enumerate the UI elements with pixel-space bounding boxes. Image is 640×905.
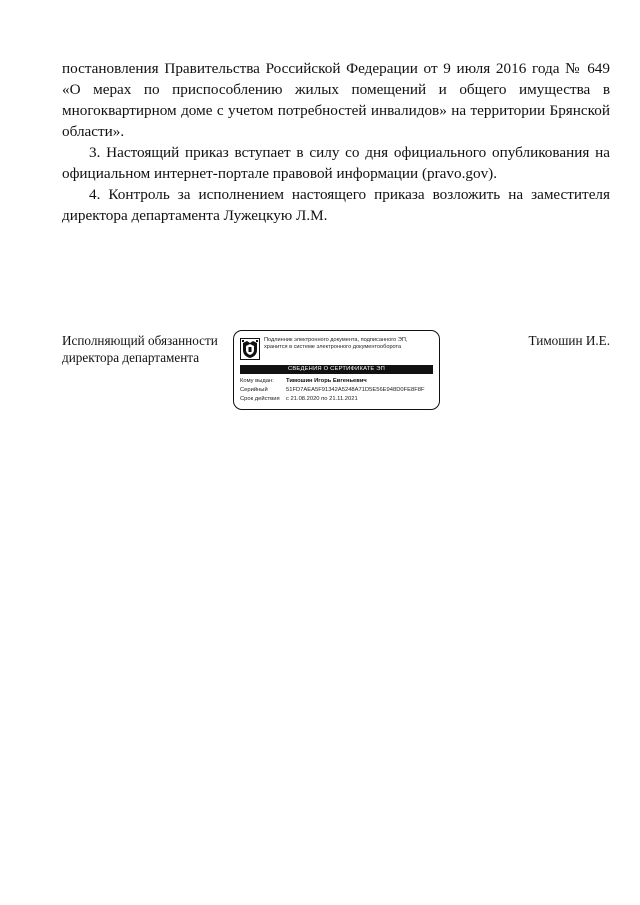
electronic-signature-stamp [233, 330, 440, 410]
stamp-header-line2: хранится в системе электронного документооборота [264, 344, 402, 350]
signatory-name: Тимошин И.Е. [528, 333, 610, 348]
stamp-header-line1: Подлинник электронного документа, подписанного ЭП, [264, 337, 408, 343]
stamp-owner-row [240, 377, 367, 385]
stamp-serial-label: Серийный [240, 387, 268, 393]
paragraph-continuation: постановления Правительства Российской Федерации от 9 июля 2016 года № 649 «О мерах по приспособлению жилых помещений и общего имущества в многоквартирном доме с учетом потребностей инвалидов» на территории Брянской области». [62, 60, 610, 140]
signatory-position-line2: директора департамента [62, 350, 200, 365]
stamp-header [264, 337, 436, 351]
signatory-position-line1: Исполняющий обязанности [62, 333, 218, 348]
stamp-serial-row [240, 386, 425, 394]
stamp-validity-label: Срок действия [240, 396, 280, 402]
document-body [62, 58, 610, 226]
stamp-validity-row [240, 395, 358, 403]
stamp-serial-value: 51FD7AEA5F91342A5248A71D5E56E948D0FE8F8F [286, 387, 425, 393]
paragraph-item-3: 3. Настоящий приказ вступает в силу со дня официального опубликования на официальном интернет-портале правовой информации (pravo.gov). [62, 144, 610, 182]
signatory-position [62, 332, 218, 366]
stamp-owner-value: Тимошин Игорь Евгеньевич [286, 378, 367, 384]
stamp-owner-label: Кому выдан: [240, 378, 274, 384]
coat-of-arms-icon [240, 338, 260, 360]
stamp-validity-value: с 21.08.2020 по 21.11.2021 [286, 396, 358, 402]
paragraph-item-4: 4. Контроль за исполнением настоящего приказа возложить на заместителя директора департамента Лужецкую Л.М. [62, 186, 610, 224]
stamp-title-bar: СВЕДЕНИЯ О СЕРТИФИКАТЕ ЭП [240, 365, 433, 374]
